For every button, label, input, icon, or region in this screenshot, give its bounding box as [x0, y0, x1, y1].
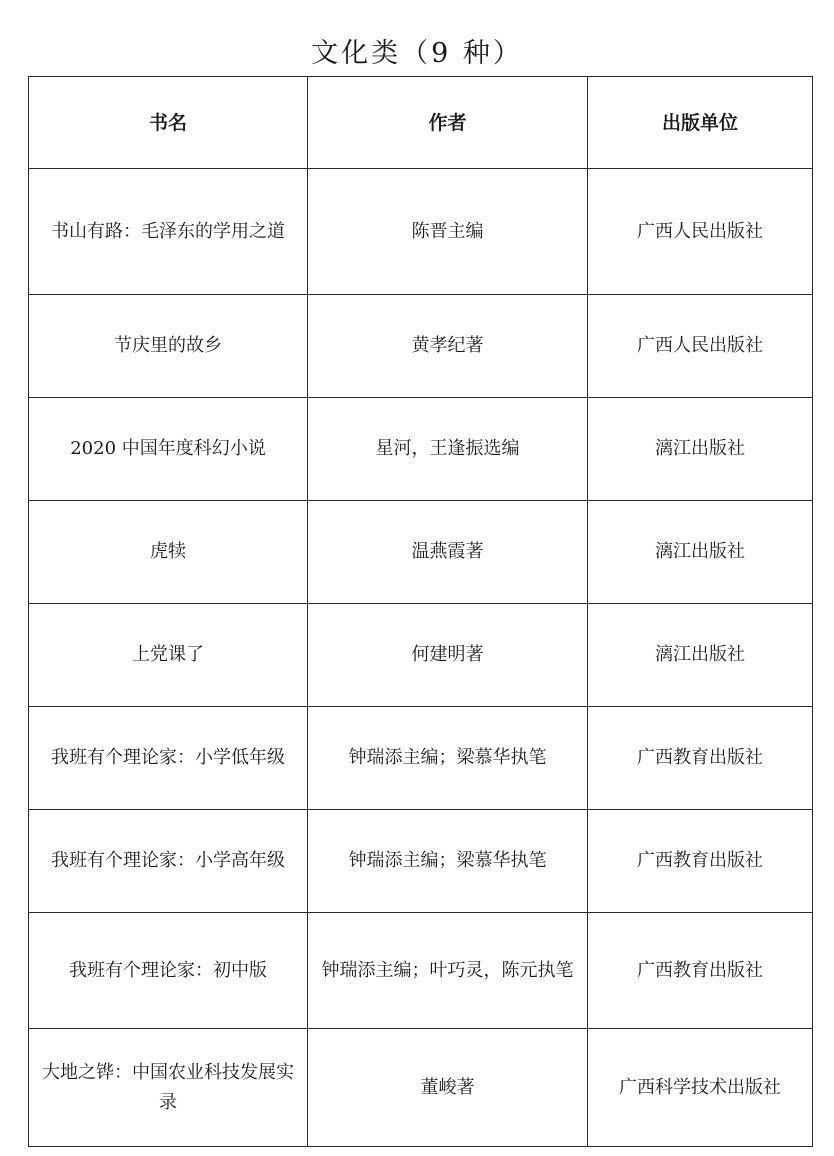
- table-row: [29, 707, 813, 810]
- book-name-cell: 我班有个理论家：初中版: [29, 913, 308, 1029]
- author-cell: 钟瑞添主编；叶巧灵，陈元执笔: [308, 913, 588, 1029]
- author-cell: 何建明著: [308, 604, 588, 707]
- publisher-cell: 广西教育出版社: [588, 707, 813, 810]
- publisher-cell: 广西教育出版社: [588, 810, 813, 913]
- book-name-cell: 2020 中国年度科幻小说: [29, 398, 308, 501]
- book-name-cell: 大地之铧：中国农业科技发展实录: [29, 1029, 308, 1147]
- book-name-cell: 我班有个理论家：小学高年级: [29, 810, 308, 913]
- header-author: 作者: [308, 77, 588, 169]
- book-name-cell: 上党课了: [29, 604, 308, 707]
- table-row: [29, 295, 813, 398]
- author-cell: 钟瑞添主编；梁慕华执笔: [308, 810, 588, 913]
- author-cell: 黄孝纪著: [308, 295, 588, 398]
- header-publisher: 出版单位: [588, 77, 813, 169]
- table-row: [29, 810, 813, 913]
- author-cell: 温燕霞著: [308, 501, 588, 604]
- book-name-cell: 我班有个理论家：小学低年级: [29, 707, 308, 810]
- table-row: [29, 169, 813, 295]
- table-row: [29, 398, 813, 501]
- table-row: [29, 604, 813, 707]
- publisher-cell: 漓江出版社: [588, 398, 813, 501]
- publisher-cell: 广西科学技术出版社: [588, 1029, 813, 1147]
- publisher-cell: 广西人民出版社: [588, 169, 813, 295]
- author-cell: 陈晋主编: [308, 169, 588, 295]
- book-name-cell: 节庆里的故乡: [29, 295, 308, 398]
- publisher-cell: 漓江出版社: [588, 604, 813, 707]
- author-cell: 钟瑞添主编；梁慕华执笔: [308, 707, 588, 810]
- table-row: [29, 913, 813, 1029]
- page-title: 文化类（9 种）: [311, 38, 523, 69]
- author-cell: 星河，王逢振选编: [308, 398, 588, 501]
- publisher-cell: 广西教育出版社: [588, 913, 813, 1029]
- publisher-cell: 广西人民出版社: [588, 295, 813, 398]
- publisher-cell: 漓江出版社: [588, 501, 813, 604]
- book-name-cell: 虎犊: [29, 501, 308, 604]
- header-book-name: 书名: [29, 77, 308, 169]
- book-name-cell: 书山有路：毛泽东的学用之道: [29, 169, 308, 295]
- table-row: [29, 1029, 813, 1147]
- table-row: [29, 501, 813, 604]
- author-cell: 董峻著: [308, 1029, 588, 1147]
- book-table: [28, 76, 813, 1147]
- table-header-row: [29, 77, 813, 169]
